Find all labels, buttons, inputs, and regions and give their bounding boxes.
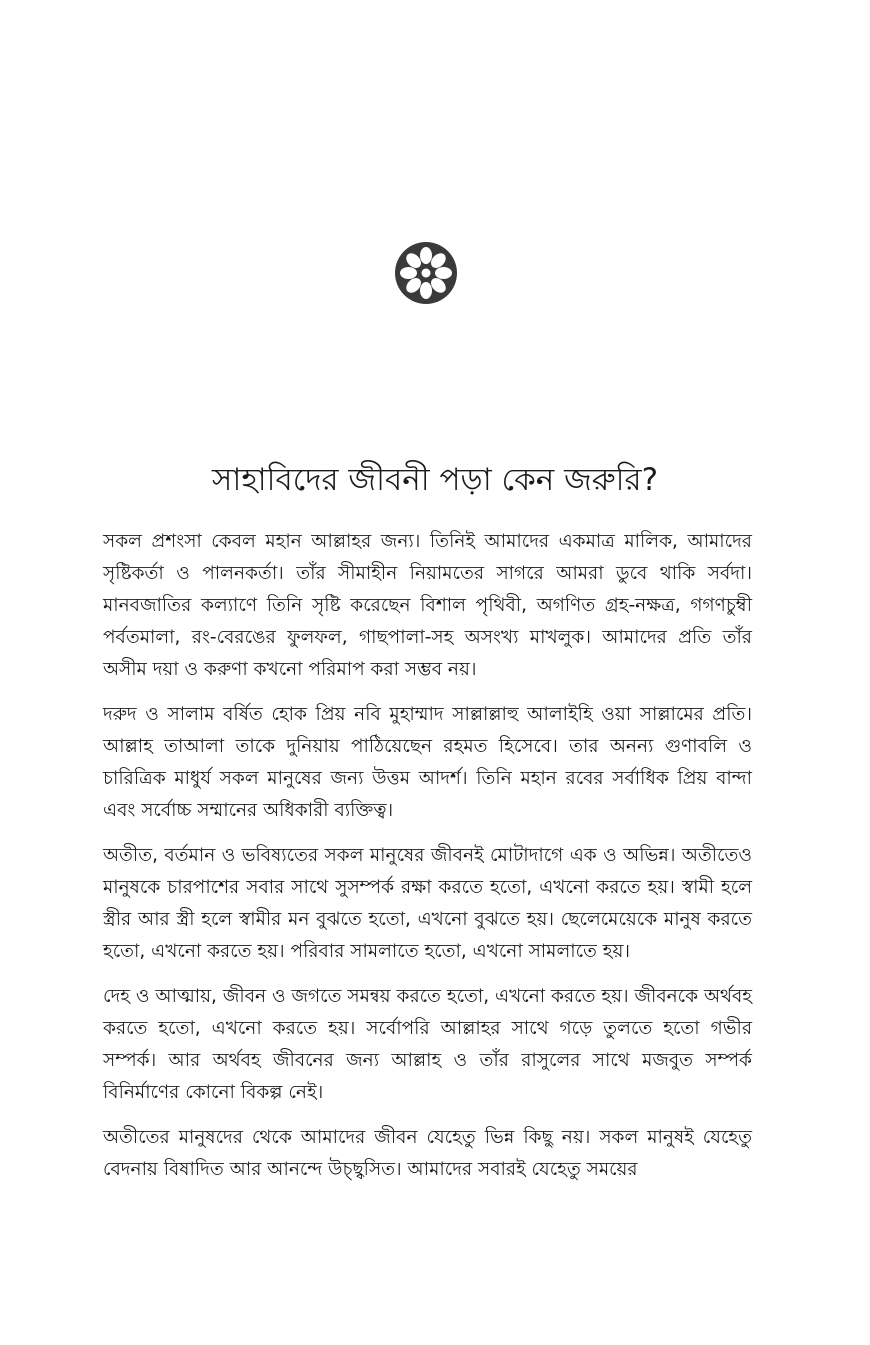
paragraph: অতীত, বর্তমান ও ভবিষ্যতের সকল মানুষের জীবনই মোটাদাগে এক ও অভিন্ন। অতীতেও মানুষকে চারপাশের সবার সাথে সুসম্পর্ক রক্ষা করতে হতো, এখনো করতে হয়। স্বামী হলে স্ত্রীর আর স্ত্রী হলে স্বামীর মন বুঝতে হতো, এখনো বুঝতে হয়। ছেলেমেয়েকে মানুষ করতে হতো, এখনো করতে হয়। পরিবার সামলাতে হতো, এখনো সামলাতে হয়।	[103, 845, 752, 962]
chapter-title: সাহাবিদের জীবনী পড়া কেন জরুরি?	[211, 462, 659, 498]
paragraph: অতীতের মানুষদের থেকে আমাদের জীবন যেহেতু ভিন্ন কিছু নয়। সকল মানুষই যেহেতু বেদনায় বিষাদিত আর আনন্দে উচ্ছ্বসিত। আমাদের সবারই যেহেতু সময়ের	[103, 1127, 752, 1180]
flower-ornament-icon	[394, 241, 458, 305]
paragraph: দেহ ও আত্মায়, জীবন ও জগতে সমন্বয় করতে হতো, এখনো করতে হয়। জীবনকে অর্থবহ করতে হতো, এখনো করতে হয়। সর্বোপরি আল্লাহর সাথে গড়ে তুলতে হতো গভীর সম্পর্ক। আর অর্থবহ জীবনের জন্য আল্লাহ ও তাঁর রাসুলের সাথে মজবুত সম্পর্ক বিনির্মাণের কোনো বিকল্প নেই।	[103, 986, 752, 1103]
paragraph: দরুদ ও সালাম বর্ষিত হোক প্রিয় নবি মুহাম্মাদ সাল্লাল্লাহু আলাইহি ওয়া সাল্লামের প্রতি। আল্লাহ তাআলা তাকে দুনিয়ায় পাঠিয়েছেন রহমত হিসেবে। তার অনন্য গুণাবলি ও চারিত্রিক মাধুর্য সকল মানুষের জন্য উত্তম আদর্শ। তিনি মহান রবের সর্বাধিক প্রিয় বান্দা এবং সর্বোচ্চ সম্মানের অধিকারী ব্যক্তিত্ব।	[103, 704, 752, 821]
body-text	[103, 526, 752, 1199]
paragraph: সকল প্রশংসা কেবল মহান আল্লাহর জন্য। তিনিই আমাদের একমাত্র মালিক, আমাদের সৃষ্টিকর্তা ও পালনকর্তা। তাঁর সীমাহীন নিয়ামতের সাগরে আমরা ডুবে থাকি সর্বদা। মানবজাতির কল্যাণে তিনি সৃষ্টি করেছেন বিশাল পৃথিবী, অগণিত গ্রহ-নক্ষত্র, গগণচুম্বী পর্বতমালা, রং-বেরঙের ফুলফল, গাছপালা-সহ অসংখ্য মাখলুক। আমাদের প্রতি তাঁর অসীম দয়া ও করুণা কখনো পরিমাপ করা সম্ভব নয়।	[103, 531, 752, 680]
